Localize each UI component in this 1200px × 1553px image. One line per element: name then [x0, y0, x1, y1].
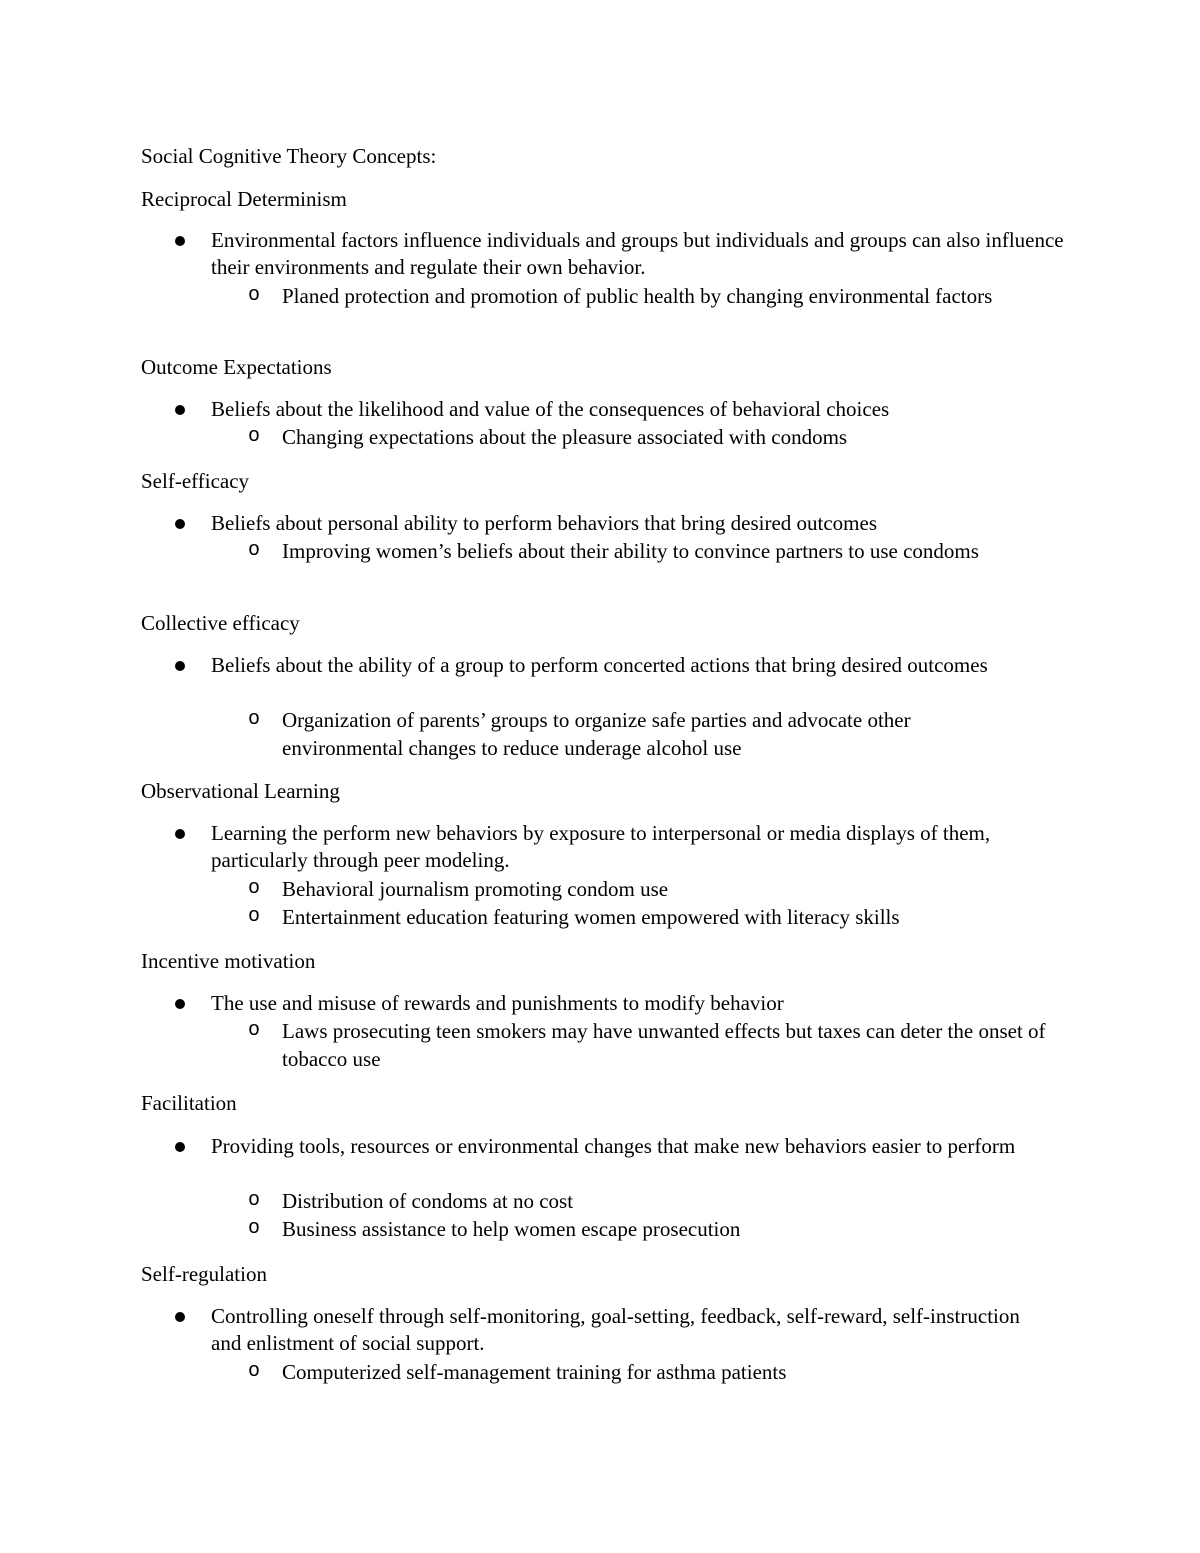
bullet-icon	[175, 236, 185, 246]
sub-bullet-text: Business assistance to help women escape prosecution	[282, 1217, 741, 1241]
bullet-text: The use and misuse of rewards and punishments to modify behavior	[211, 991, 784, 1015]
section-heading: Reciprocal Determinism	[141, 187, 347, 211]
document-title: Social Cognitive Theory Concepts:	[141, 144, 437, 168]
section-heading: Collective efficacy	[141, 611, 300, 635]
sub-bullet-text: Improving women’s beliefs about their ability to convince partners to use condoms	[282, 539, 979, 563]
sub-bullet-text: Organization of parents’ groups to organize safe parties and advocate other environmental changes to reduce underage alcohol use	[282, 708, 911, 760]
sub-bullet-icon: o	[248, 1189, 261, 1212]
sub-bullet-icon: o	[248, 1360, 261, 1383]
bullet-icon	[175, 519, 185, 529]
section-heading: Facilitation	[141, 1091, 237, 1115]
bullet-text: Environmental factors influence individuals and groups but individuals and groups can also influence their environments and regulate their own behavior.	[211, 228, 1064, 279]
sub-bullet-icon: o	[248, 877, 261, 900]
sub-bullet-icon: o	[248, 284, 261, 307]
bullet-text: Learning the perform new behaviors by exposure to interpersonal or media displays of them, particularly through peer modeling.	[211, 821, 991, 872]
sub-bullet-text: Changing expectations about the pleasure associated with condoms	[282, 425, 848, 449]
sub-bullet-icon: o	[248, 425, 261, 448]
sub-bullet-icon: o	[248, 1019, 261, 1042]
bullet-icon	[175, 405, 185, 415]
sub-bullet-text: Planed protection and promotion of public health by changing environmental factors	[282, 284, 993, 308]
bullet-text: Providing tools, resources or environmental changes that make new behaviors easier to perform	[211, 1134, 1016, 1158]
bullet-icon	[175, 1312, 185, 1322]
bullet-icon	[175, 999, 185, 1009]
sub-bullet-icon: o	[248, 539, 261, 562]
sub-bullet-text: Computerized self-management training for asthma patients	[282, 1360, 787, 1384]
bullet-text: Beliefs about the likelihood and value of the consequences of behavioral choices	[211, 397, 890, 421]
bullet-icon	[175, 1142, 185, 1152]
section-heading: Outcome Expectations	[141, 355, 332, 379]
bullet-icon	[175, 829, 185, 839]
bullet-icon	[175, 661, 185, 671]
sub-bullet-text: Distribution of condoms at no cost	[282, 1189, 574, 1213]
section-heading: Self-regulation	[141, 1262, 267, 1286]
bullet-text: Controlling oneself through self-monitoring, goal-setting, feedback, self-reward, self-instruction and enlistment of social support.	[211, 1304, 1020, 1355]
section-heading: Incentive motivation	[141, 949, 316, 973]
section-heading: Self-efficacy	[141, 469, 250, 493]
sub-bullet-text: Laws prosecuting teen smokers may have unwanted effects but taxes can deter the onset of tobacco use	[282, 1019, 1046, 1071]
sub-bullet-text: Behavioral journalism promoting condom use	[282, 877, 669, 901]
sub-bullet-icon: o	[248, 1217, 261, 1240]
section-heading: Observational Learning	[141, 779, 340, 803]
sub-bullet-icon: o	[248, 905, 261, 928]
sub-bullet-icon: o	[248, 708, 261, 731]
sub-bullet-text: Entertainment education featuring women empowered with literacy skills	[282, 905, 900, 929]
bullet-text: Beliefs about the ability of a group to perform concerted actions that bring desired outcomes	[211, 653, 988, 677]
bullet-text: Beliefs about personal ability to perform behaviors that bring desired outcomes	[211, 511, 877, 535]
